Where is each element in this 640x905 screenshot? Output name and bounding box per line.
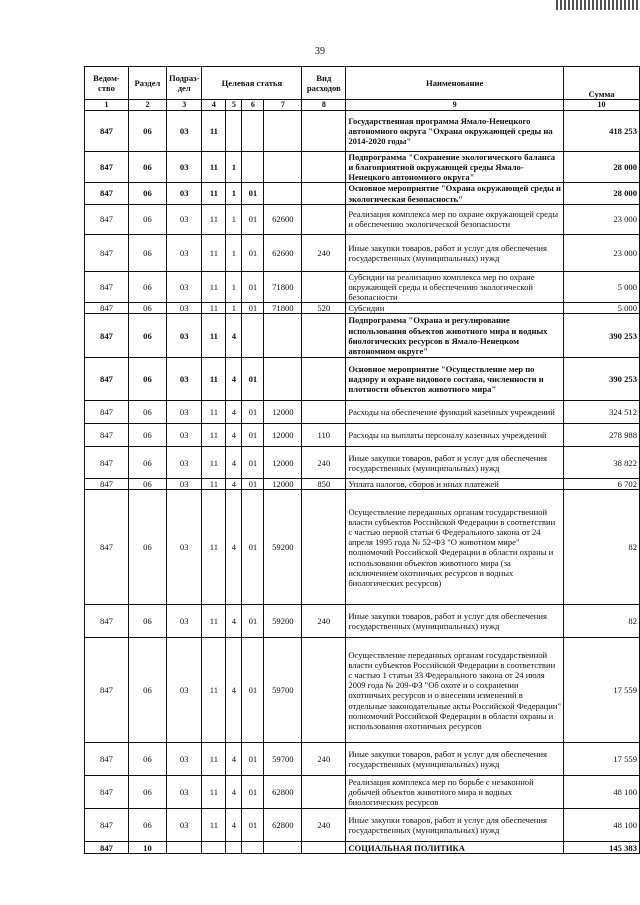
column-number: 8 <box>302 100 346 111</box>
vedomstvo-cell: 847 <box>85 638 129 743</box>
item-name-cell: Государственная программа Ямало-Ненецкого автономного округа "Охрана окружающей среды на 2014-2020 годы" <box>346 111 564 152</box>
podrazdel-cell: 03 <box>166 303 201 314</box>
podrazdel-cell: 03 <box>166 743 201 776</box>
expense-type-cell <box>302 638 346 743</box>
item-name-cell: Основное мероприятие "Осуществление мер по надзору и охране видового состава, численности и плотности объектов животного мира" <box>346 358 564 401</box>
item-name-cell: Расходы на выплаты персоналу казенных учреждений <box>346 424 564 447</box>
vedomstvo-cell: 847 <box>85 479 129 490</box>
target-program-cell: 11 <box>202 490 226 605</box>
target-subprogram-cell: 4 <box>226 424 242 447</box>
razdel-cell: 06 <box>128 809 166 842</box>
page-number: 39 <box>315 46 325 57</box>
target-direction-cell: 12000 <box>264 424 302 447</box>
item-name-cell: Реализация комплекса мер по охране окружающей среды и обеспечению экологической безопасности <box>346 204 564 234</box>
podrazdel-cell: 03 <box>166 358 201 401</box>
target-direction-cell: 59200 <box>264 605 302 638</box>
table-row <box>85 743 640 776</box>
vedomstvo-cell: 847 <box>85 424 129 447</box>
amount-cell: 23 000 <box>564 234 640 271</box>
target-event-cell: 01 <box>242 234 264 271</box>
vedomstvo-cell: 847 <box>85 743 129 776</box>
target-program-cell: 11 <box>202 303 226 314</box>
target-event-cell <box>242 152 264 183</box>
vedomstvo-cell: 847 <box>85 605 129 638</box>
amount-cell: 48 100 <box>564 776 640 809</box>
amount-cell: 82 <box>564 605 640 638</box>
target-direction-cell: 62800 <box>264 776 302 809</box>
target-direction-cell: 71800 <box>264 271 302 302</box>
amount-cell: 17 559 <box>564 638 640 743</box>
razdel-cell: 06 <box>128 424 166 447</box>
podrazdel-cell: 03 <box>166 605 201 638</box>
amount-cell: 390 253 <box>564 358 640 401</box>
vedomstvo-cell: 847 <box>85 303 129 314</box>
amount-cell: 82 <box>564 490 640 605</box>
expense-type-cell <box>302 490 346 605</box>
target-event-cell: 01 <box>242 401 264 424</box>
podrazdel-cell: 03 <box>166 111 201 152</box>
target-direction-cell: 62600 <box>264 234 302 271</box>
table-row <box>85 638 640 743</box>
vedomstvo-cell: 847 <box>85 358 129 401</box>
table-header-row <box>85 67 640 100</box>
target-event-cell: 01 <box>242 424 264 447</box>
table-row <box>85 842 640 854</box>
podrazdel-cell: 03 <box>166 314 201 358</box>
target-event-cell: 01 <box>242 358 264 401</box>
expense-type-cell <box>302 842 346 854</box>
target-event-cell: 01 <box>242 447 264 479</box>
table-row <box>85 271 640 302</box>
col-header-summa: Сумма <box>564 67 640 100</box>
item-name-cell: Подпрограмма "Сохранение экологического баланса и благоприятной окружающей среды Ямало-Ненецкого автономного округа" <box>346 152 564 183</box>
budget-table <box>84 66 640 854</box>
razdel-cell: 06 <box>128 605 166 638</box>
target-event-cell: 01 <box>242 776 264 809</box>
target-subprogram-cell: 1 <box>226 271 242 302</box>
target-program-cell: 11 <box>202 743 226 776</box>
razdel-cell: 06 <box>128 204 166 234</box>
col-header-celevaya: Целевая статья <box>202 67 302 100</box>
vedomstvo-cell: 847 <box>85 314 129 358</box>
amount-cell: 5 000 <box>564 303 640 314</box>
target-direction-cell <box>264 111 302 152</box>
target-subprogram-cell: 1 <box>226 152 242 183</box>
target-event-cell <box>242 314 264 358</box>
expense-type-cell: 240 <box>302 809 346 842</box>
expense-type-cell <box>302 111 346 152</box>
table-row <box>85 111 640 152</box>
razdel-cell: 06 <box>128 152 166 183</box>
target-subprogram-cell: 4 <box>226 314 242 358</box>
target-program-cell: 11 <box>202 111 226 152</box>
target-event-cell: 01 <box>242 204 264 234</box>
table-row <box>85 204 640 234</box>
item-name-cell: Подпрограмма "Охрана и регулирование использования объектов животного мира и водных биологических ресурсов в Ямало-Ненецком автономном округе" <box>346 314 564 358</box>
target-subprogram-cell: 4 <box>226 605 242 638</box>
target-program-cell: 11 <box>202 401 226 424</box>
column-number: 2 <box>128 100 166 111</box>
table-row <box>85 358 640 401</box>
amount-cell: 278 988 <box>564 424 640 447</box>
target-direction-cell: 71800 <box>264 303 302 314</box>
table-row <box>85 401 640 424</box>
item-name-cell: Расходы на обеспечение функций казенных учреждений <box>346 401 564 424</box>
target-subprogram-cell <box>226 842 242 854</box>
expense-type-cell <box>302 152 346 183</box>
amount-cell: 418 253 <box>564 111 640 152</box>
expense-type-cell: 850 <box>302 479 346 490</box>
expense-type-cell <box>302 401 346 424</box>
razdel-cell: 06 <box>128 447 166 479</box>
amount-cell: 23 000 <box>564 204 640 234</box>
target-direction-cell <box>264 842 302 854</box>
table-row <box>85 490 640 605</box>
col-header-vedomstvo: Ведом-ство <box>85 67 129 100</box>
target-event-cell: 01 <box>242 183 264 204</box>
expense-type-cell: 240 <box>302 234 346 271</box>
target-subprogram-cell: 4 <box>226 358 242 401</box>
razdel-cell: 06 <box>128 183 166 204</box>
target-direction-cell: 12000 <box>264 401 302 424</box>
scan-corner-mark <box>556 0 640 10</box>
podrazdel-cell <box>166 842 201 854</box>
expense-type-cell: 520 <box>302 303 346 314</box>
podrazdel-cell: 03 <box>166 401 201 424</box>
razdel-cell: 06 <box>128 743 166 776</box>
item-name-cell: Иные закупки товаров, работ и услуг для обеспечения государственных (муниципальных) нужд <box>346 605 564 638</box>
column-number: 5 <box>226 100 242 111</box>
col-header-vid: Вид расходов <box>302 67 346 100</box>
table-row <box>85 424 640 447</box>
podrazdel-cell: 03 <box>166 152 201 183</box>
target-program-cell: 11 <box>202 776 226 809</box>
target-subprogram-cell: 4 <box>226 401 242 424</box>
razdel-cell: 06 <box>128 401 166 424</box>
podrazdel-cell: 03 <box>166 424 201 447</box>
target-event-cell: 01 <box>242 303 264 314</box>
item-name-cell: Иные закупки товаров, работ и услуг для обеспечения государственных (муниципальных) нужд <box>346 447 564 479</box>
target-event-cell <box>242 111 264 152</box>
razdel-cell: 06 <box>128 638 166 743</box>
table-row <box>85 234 640 271</box>
target-event-cell <box>242 842 264 854</box>
col-header-razdel: Раздел <box>128 67 166 100</box>
target-direction-cell: 62800 <box>264 809 302 842</box>
podrazdel-cell: 03 <box>166 271 201 302</box>
amount-cell: 6 702 <box>564 479 640 490</box>
col-header-naimenovanie: Наименование <box>346 67 564 100</box>
amount-cell: 17 559 <box>564 743 640 776</box>
razdel-cell: 06 <box>128 234 166 271</box>
razdel-cell: 06 <box>128 314 166 358</box>
item-name-cell: Иные закупки товаров, работ и услуг для обеспечения государственных (муниципальных) нужд <box>346 234 564 271</box>
expense-type-cell: 240 <box>302 743 346 776</box>
vedomstvo-cell: 847 <box>85 204 129 234</box>
razdel-cell: 06 <box>128 303 166 314</box>
target-subprogram-cell: 1 <box>226 204 242 234</box>
target-subprogram-cell: 4 <box>226 776 242 809</box>
podrazdel-cell: 03 <box>166 479 201 490</box>
target-direction-cell <box>264 358 302 401</box>
budget-table-body <box>85 111 640 854</box>
razdel-cell: 06 <box>128 111 166 152</box>
target-program-cell: 11 <box>202 605 226 638</box>
target-direction-cell: 59200 <box>264 490 302 605</box>
target-program-cell <box>202 842 226 854</box>
target-program-cell: 11 <box>202 638 226 743</box>
target-event-cell: 01 <box>242 605 264 638</box>
table-row <box>85 303 640 314</box>
target-event-cell: 01 <box>242 743 264 776</box>
target-program-cell: 11 <box>202 204 226 234</box>
target-subprogram-cell: 4 <box>226 743 242 776</box>
target-subprogram-cell: 4 <box>226 809 242 842</box>
table-row <box>85 314 640 358</box>
amount-cell: 145 383 <box>564 842 640 854</box>
target-direction-cell <box>264 183 302 204</box>
expense-type-cell <box>302 314 346 358</box>
target-direction-cell: 59700 <box>264 743 302 776</box>
target-program-cell: 11 <box>202 314 226 358</box>
target-direction-cell <box>264 152 302 183</box>
target-program-cell: 11 <box>202 234 226 271</box>
vedomstvo-cell: 847 <box>85 490 129 605</box>
expense-type-cell: 110 <box>302 424 346 447</box>
podrazdel-cell: 03 <box>166 204 201 234</box>
podrazdel-cell: 03 <box>166 776 201 809</box>
target-program-cell: 11 <box>202 152 226 183</box>
target-subprogram-cell: 1 <box>226 234 242 271</box>
item-name-cell: Субсидии <box>346 303 564 314</box>
column-number: 6 <box>242 100 264 111</box>
target-direction-cell: 62600 <box>264 204 302 234</box>
vedomstvo-cell: 847 <box>85 401 129 424</box>
target-direction-cell: 59700 <box>264 638 302 743</box>
target-program-cell: 11 <box>202 358 226 401</box>
amount-cell: 28 000 <box>564 152 640 183</box>
table-row <box>85 605 640 638</box>
vedomstvo-cell: 847 <box>85 271 129 302</box>
expense-type-cell: 240 <box>302 605 346 638</box>
target-program-cell: 11 <box>202 271 226 302</box>
column-number-row <box>85 100 640 111</box>
amount-cell: 324 512 <box>564 401 640 424</box>
vedomstvo-cell: 847 <box>85 809 129 842</box>
item-name-cell: Осуществление переданных органам государственной власти субъектов Российской Федерации в соответствии с частью первой статьи 6 Федерального закона от 24 апреля 1995 года № 52-ФЗ "О животном мире" полномочий Российской Федерации в области охраны и использования объектов животного мира (за исключением охотничьих ресурсов и водных биологических ресурсов) <box>346 490 564 605</box>
col-header-podrazdel: Подраз-дел <box>166 67 201 100</box>
column-number: 9 <box>346 100 564 111</box>
target-program-cell: 11 <box>202 809 226 842</box>
target-subprogram-cell: 4 <box>226 638 242 743</box>
item-name-cell: Иные закупки товаров, работ и услуг для обеспечения государственных (муниципальных) нужд <box>346 743 564 776</box>
podrazdel-cell: 03 <box>166 234 201 271</box>
column-number: 3 <box>166 100 201 111</box>
target-direction-cell <box>264 314 302 358</box>
item-name-cell: Субсидии на реализацию комплекса мер по охране окружающей среды и обеспечению экологической безопасности <box>346 271 564 302</box>
podrazdel-cell: 03 <box>166 183 201 204</box>
table-row <box>85 152 640 183</box>
target-program-cell: 11 <box>202 424 226 447</box>
amount-cell: 48 100 <box>564 809 640 842</box>
target-event-cell: 01 <box>242 271 264 302</box>
item-name-cell: Основное мероприятие "Охрана окружающей среды и экологическая безопасность" <box>346 183 564 204</box>
target-event-cell: 01 <box>242 490 264 605</box>
razdel-cell: 06 <box>128 490 166 605</box>
podrazdel-cell: 03 <box>166 638 201 743</box>
expense-type-cell <box>302 358 346 401</box>
podrazdel-cell: 03 <box>166 490 201 605</box>
target-event-cell: 01 <box>242 809 264 842</box>
vedomstvo-cell: 847 <box>85 776 129 809</box>
vedomstvo-cell: 847 <box>85 447 129 479</box>
target-event-cell: 01 <box>242 638 264 743</box>
razdel-cell: 06 <box>128 358 166 401</box>
target-subprogram-cell: 4 <box>226 479 242 490</box>
table-row <box>85 183 640 204</box>
target-direction-cell: 12000 <box>264 479 302 490</box>
item-name-cell: Уплата налогов, сборов и иных платежей <box>346 479 564 490</box>
target-subprogram-cell <box>226 111 242 152</box>
table-row <box>85 447 640 479</box>
target-program-cell: 11 <box>202 447 226 479</box>
expense-type-cell <box>302 776 346 809</box>
column-number: 1 <box>85 100 129 111</box>
amount-cell: 28 000 <box>564 183 640 204</box>
column-number: 10 <box>564 100 640 111</box>
vedomstvo-cell: 847 <box>85 111 129 152</box>
column-number: 7 <box>264 100 302 111</box>
podrazdel-cell: 03 <box>166 809 201 842</box>
item-name-cell: СОЦИАЛЬНАЯ ПОЛИТИКА <box>346 842 564 854</box>
target-direction-cell: 12000 <box>264 447 302 479</box>
target-subprogram-cell: 4 <box>226 490 242 605</box>
target-event-cell: 01 <box>242 479 264 490</box>
table-row <box>85 776 640 809</box>
razdel-cell: 06 <box>128 271 166 302</box>
item-name-cell: Иные закупки товаров, работ и услуг для обеспечения государственных (муниципальных) нужд <box>346 809 564 842</box>
expense-type-cell <box>302 271 346 302</box>
item-name-cell: Реализация комплекса мер по борьбе с незаконной добычей объектов животного мира и водных биологических ресурсов <box>346 776 564 809</box>
amount-cell: 5 000 <box>564 271 640 302</box>
target-program-cell: 11 <box>202 183 226 204</box>
table-row <box>85 479 640 490</box>
vedomstvo-cell: 847 <box>85 183 129 204</box>
expense-type-cell: 240 <box>302 447 346 479</box>
target-program-cell: 11 <box>202 479 226 490</box>
vedomstvo-cell: 847 <box>85 152 129 183</box>
expense-type-cell <box>302 183 346 204</box>
razdel-cell: 10 <box>128 842 166 854</box>
vedomstvo-cell: 847 <box>85 842 129 854</box>
vedomstvo-cell: 847 <box>85 234 129 271</box>
item-name-cell: Осуществление переданных органам государственной власти субъектов Российской Федерации в соответствии с частью 1 статьи 33 Федерального закона от 24 июля 2009 года № 209-ФЗ "Об охоте и о сохранении охотничьих ресурсов и о внесении изменений в отдельные законодательные акты Российской Федерации" полномочий Российской Федерации в области охраны и использования охотничьих ресурсов <box>346 638 564 743</box>
razdel-cell: 06 <box>128 776 166 809</box>
podrazdel-cell: 03 <box>166 447 201 479</box>
table-row <box>85 809 640 842</box>
expense-type-cell <box>302 204 346 234</box>
amount-cell: 38 822 <box>564 447 640 479</box>
razdel-cell: 06 <box>128 479 166 490</box>
target-subprogram-cell: 4 <box>226 447 242 479</box>
target-subprogram-cell: 1 <box>226 303 242 314</box>
column-number: 4 <box>202 100 226 111</box>
target-subprogram-cell: 1 <box>226 183 242 204</box>
amount-cell: 390 253 <box>564 314 640 358</box>
